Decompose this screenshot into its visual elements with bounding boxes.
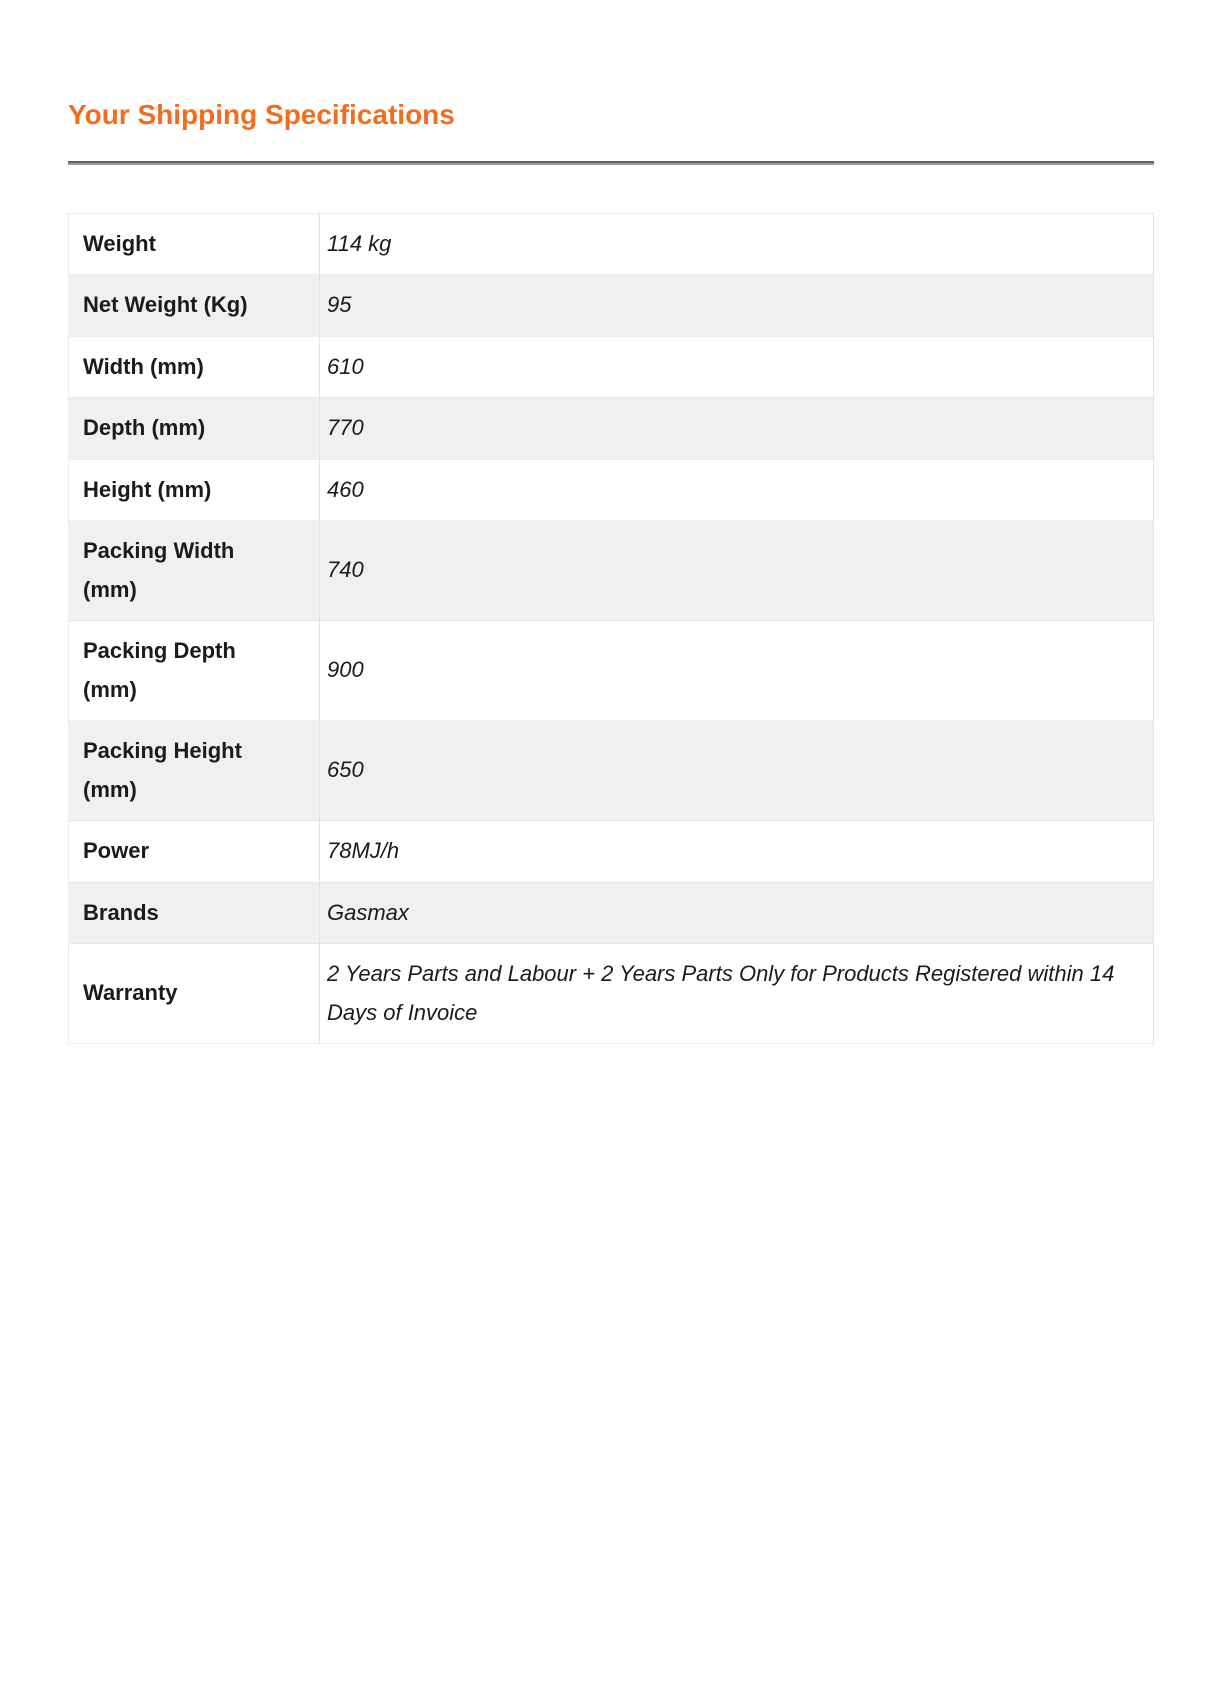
spec-label: Packing Height (mm) bbox=[69, 721, 320, 821]
table-row bbox=[69, 275, 1154, 337]
shipping-specs-table-body bbox=[69, 213, 1154, 1044]
table-row bbox=[69, 721, 1154, 821]
spec-value: 95 bbox=[320, 275, 1154, 337]
spec-label: Warranty bbox=[69, 944, 320, 1044]
table-row bbox=[69, 944, 1154, 1044]
table-row bbox=[69, 621, 1154, 721]
spec-label: Net Weight (Kg) bbox=[69, 275, 320, 337]
spec-value: 78MJ/h bbox=[320, 821, 1154, 883]
section-divider bbox=[68, 161, 1154, 165]
spec-value: Gasmax bbox=[320, 882, 1154, 944]
table-row bbox=[69, 882, 1154, 944]
spec-value: 900 bbox=[320, 621, 1154, 721]
spec-label: Weight bbox=[69, 213, 320, 275]
spec-value: 770 bbox=[320, 398, 1154, 460]
spec-label: Brands bbox=[69, 882, 320, 944]
spec-value: 460 bbox=[320, 459, 1154, 521]
spec-value: 610 bbox=[320, 336, 1154, 398]
spec-value: 650 bbox=[320, 721, 1154, 821]
spec-value: 114 kg bbox=[320, 213, 1154, 275]
shipping-specs-table bbox=[68, 213, 1154, 1045]
table-row bbox=[69, 336, 1154, 398]
table-row bbox=[69, 821, 1154, 883]
spec-label: Packing Depth (mm) bbox=[69, 621, 320, 721]
spec-value: 740 bbox=[320, 521, 1154, 621]
spec-label: Height (mm) bbox=[69, 459, 320, 521]
table-row bbox=[69, 398, 1154, 460]
table-row bbox=[69, 213, 1154, 275]
spec-label: Power bbox=[69, 821, 320, 883]
table-row bbox=[69, 521, 1154, 621]
shipping-specifications-section bbox=[0, 98, 1224, 1044]
spec-label: Width (mm) bbox=[69, 336, 320, 398]
spec-label: Depth (mm) bbox=[69, 398, 320, 460]
page-title: Your Shipping Specifications bbox=[68, 99, 455, 130]
table-row bbox=[69, 459, 1154, 521]
spec-value: 2 Years Parts and Labour + 2 Years Parts Only for Products Registered within 14 Days of Invoice bbox=[320, 944, 1154, 1044]
spec-label: Packing Width (mm) bbox=[69, 521, 320, 621]
